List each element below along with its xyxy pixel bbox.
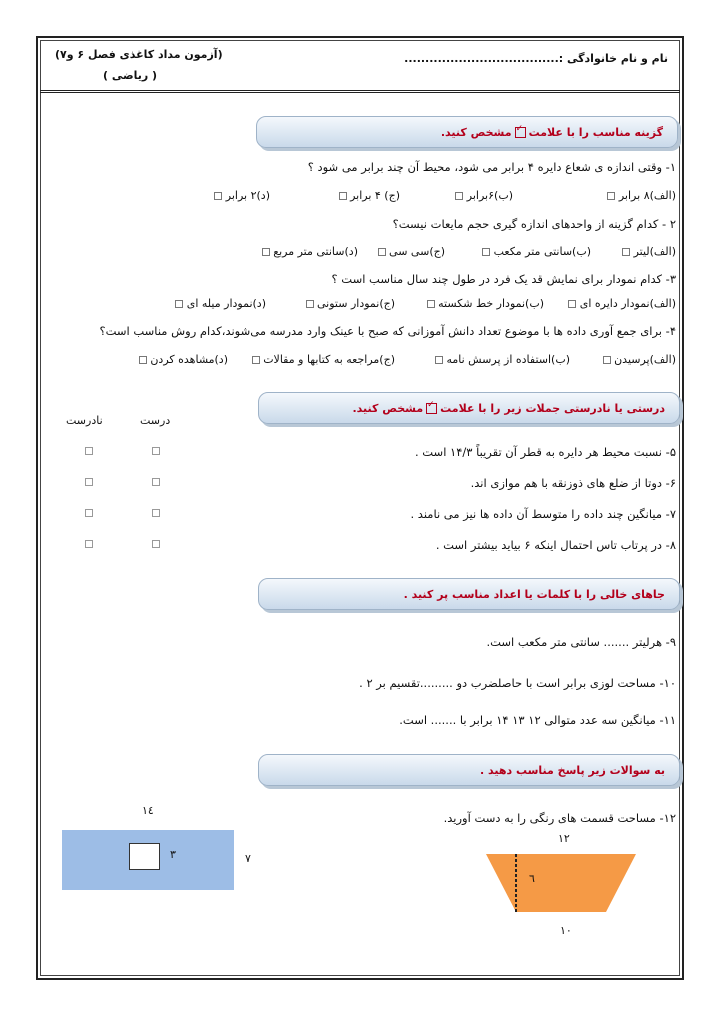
statement-7: ۷- میانگین چند داده را متوسط آن داده ها نیز می نامند . — [410, 507, 676, 521]
q3-option-a[interactable]: (الف)نمودار دایره ای — [568, 297, 676, 310]
student-name-label: نام و نام خانوادگی :..................................... — [404, 52, 668, 65]
section4-banner-text: به سوالات زیر پاسخ مناسب دهید . — [479, 763, 665, 777]
checkbox-icon[interactable] — [603, 356, 611, 364]
q1-option-c[interactable]: (ج) ۴ برابر — [339, 189, 400, 202]
statement-6: ۶- دوتا از ضلع های ذوزنقه با هم موازی اند. — [470, 476, 676, 490]
column-false-header: نادرست — [66, 414, 103, 427]
q1-option-b[interactable]: (ب)۶برابر — [455, 189, 513, 202]
q2-option-b[interactable]: (ب)سانتی متر مکعب — [482, 245, 591, 258]
true-checkbox-6[interactable] — [152, 478, 160, 486]
checkbox-icon[interactable] — [252, 356, 260, 364]
checkbox-checked-icon — [426, 403, 437, 414]
section3-banner-text: جاهای خالی را با کلمات یا اعداد مناسب پر کنید . — [403, 587, 665, 601]
subject-label: ( ریاضی ) — [103, 69, 158, 82]
trapezoid-height-label: ٦ — [529, 872, 535, 885]
q3-option-d[interactable]: (د)نمودار میله ای — [175, 297, 266, 310]
checkbox-icon[interactable] — [482, 248, 490, 256]
section1-banner — [256, 116, 678, 148]
checkbox-icon[interactable] — [568, 300, 576, 308]
trapezoid-bottom-label: ۱۰ — [560, 924, 572, 937]
q2-option-c[interactable]: (ج)سی سی — [378, 245, 445, 258]
rect-side-label: ۷ — [245, 852, 251, 865]
checkbox-checked-icon — [515, 127, 526, 138]
section4-banner — [258, 754, 680, 786]
q1-option-a[interactable]: (الف)۸ برابر — [607, 189, 676, 202]
question-12: ۱۲- مساحت قسمت های رنگی را به دست آورید. — [443, 811, 676, 825]
checkbox-icon[interactable] — [306, 300, 314, 308]
checkbox-icon[interactable] — [622, 248, 630, 256]
q1-option-d[interactable]: (د)۲ برابر — [214, 189, 270, 202]
q3-option-c[interactable]: (ج)نمودار ستونی — [306, 297, 396, 310]
statement-5: ۵- نسبت محیط هر دایره به قطر آن تقریباً ۱۴/۳ است . — [414, 445, 676, 459]
q4-option-a[interactable]: (الف)پرسیدن — [603, 353, 676, 366]
q4-option-b[interactable]: (ب)استفاده از پرسش نامه — [435, 353, 570, 366]
question-1: ۱- وقتی اندازه ی شعاع دایره ۴ برابر می شود، محیط آن چند برابر می شود ؟ — [307, 160, 676, 174]
checkbox-icon[interactable] — [139, 356, 147, 364]
q3-option-b[interactable]: (ب)نمودار خط شکسته — [427, 297, 544, 310]
orange-trapezoid — [480, 848, 640, 918]
q2-option-a[interactable]: (الف)لیتر — [622, 245, 676, 258]
true-checkbox-5[interactable] — [152, 447, 160, 455]
q4-option-d[interactable]: (د)مشاهده کردن — [139, 353, 228, 366]
question-4: ۴- برای جمع آوری داده ها با موضوع تعداد دانش آموزانی که صبح با عینک وارد مدرسه می‌شوند،کدام روش مناسب است؟ — [99, 324, 676, 338]
section2-banner-text: درستی یا نادرستی جملات زیر را با علامت — [440, 401, 665, 415]
checkbox-icon[interactable] — [435, 356, 443, 364]
false-checkbox-6[interactable] — [85, 478, 93, 486]
false-checkbox-5[interactable] — [85, 447, 93, 455]
section2-banner-end: مشخص کنید. — [352, 401, 424, 415]
question-3: ۳- کدام نمودار برای نمایش قد یک فرد در طول چند سال مناسب است ؟ — [331, 272, 676, 286]
section1-banner-end: مشخص کنید. — [440, 125, 512, 139]
true-checkbox-7[interactable] — [152, 509, 160, 517]
false-checkbox-7[interactable] — [85, 509, 93, 517]
checkbox-icon[interactable] — [262, 248, 270, 256]
item-10: ۱۰- مساحت لوزی برابر است با حاصلضرب دو .........تقسیم بر ۲ . — [359, 676, 676, 690]
item-11: ۱۱- میانگین سه عدد متوالی ۱۲ ۱۳ ۱۴ برابر با ....... است. — [399, 713, 676, 727]
trapezoid-top-label: ۱۲ — [558, 832, 570, 845]
checkbox-icon[interactable] — [175, 300, 183, 308]
q2-option-d[interactable]: (د)سانتی متر مربع — [262, 245, 358, 258]
checkbox-icon[interactable] — [214, 192, 222, 200]
true-checkbox-8[interactable] — [152, 540, 160, 548]
item-9: ۹- هرلیتر ....... سانتی متر مکعب است. — [486, 635, 676, 649]
white-square — [129, 843, 160, 870]
statement-8: ۸- در پرتاب تاس احتمال اینکه ۶ بیاید بیشتر است . — [435, 538, 676, 552]
checkbox-icon[interactable] — [427, 300, 435, 308]
checkbox-icon[interactable] — [339, 192, 347, 200]
header-divider — [40, 90, 680, 93]
square-side-label: ۳ — [170, 848, 176, 861]
q4-option-c[interactable]: (ج)مراجعه به کتابها و مقالات — [252, 353, 395, 366]
rect-top-label: ۱٤ — [142, 804, 154, 817]
false-checkbox-8[interactable] — [85, 540, 93, 548]
checkbox-icon[interactable] — [607, 192, 615, 200]
exam-title: (آزمون مداد کاغذی فصل ۶ و۷) — [55, 48, 223, 61]
section1-banner-text: گزینه مناسب را با علامت — [528, 125, 663, 139]
checkbox-icon[interactable] — [378, 248, 386, 256]
section3-banner — [258, 578, 680, 610]
question-2: ۲ - کدام گزینه از واحدهای اندازه گیری حجم مایعات نیست؟ — [392, 217, 676, 231]
column-true-header: درست — [140, 414, 171, 427]
section2-banner — [258, 392, 680, 424]
checkbox-icon[interactable] — [455, 192, 463, 200]
